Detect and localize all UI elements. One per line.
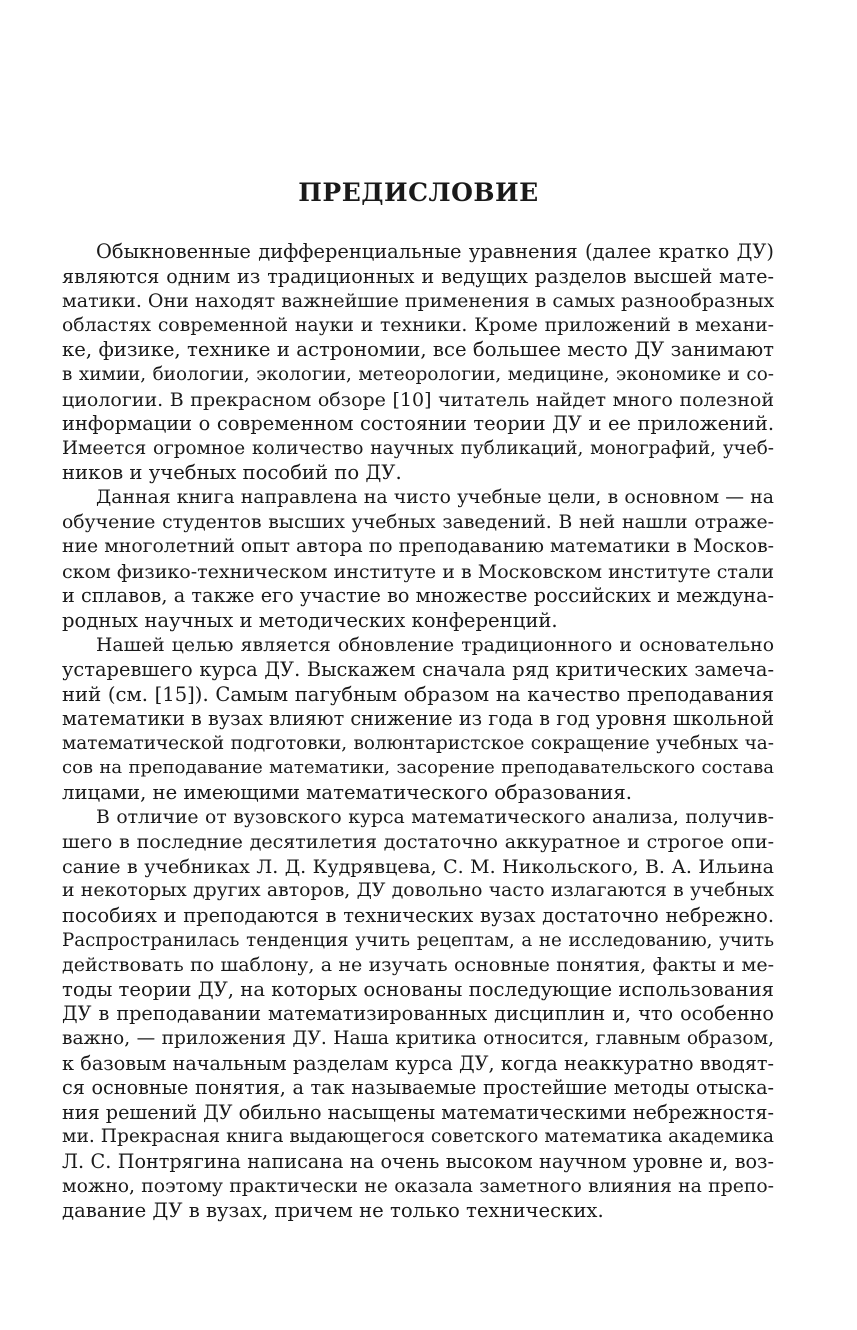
paragraph-4: [62, 806, 774, 1224]
text-line: обучение студентов высших учебных заведений. В ней нашли отраже-: [62, 511, 774, 533]
text-line: в химии, биологии, экологии, метеорологии, медицине, экономике и со-: [62, 363, 774, 385]
text-line: ников и учебных пособий по ДУ.: [62, 461, 402, 485]
text-line: сание в учебниках Л. Д. Кудрявцева, С. М. Никольского, В. А. Ильина: [62, 855, 774, 878]
text-line: сов на преподавание математики, засорение преподавательского состава: [62, 757, 774, 779]
text-line: ми. Прекрасная книга выдающегося советского математика академика: [62, 1126, 774, 1148]
text-line: областях современной науки и техники. Кроме приложений в механи-: [62, 314, 774, 336]
text-line: важно, — приложения ДУ. Наша критика относится, главным образом,: [62, 1028, 774, 1049]
text-line: и сплавов, а также его участие во множестве российских и междуна-: [62, 584, 774, 608]
text-line: ке, физике, технике и астрономии, все большее место ДУ занимают: [62, 338, 774, 362]
body-text: [62, 240, 774, 1224]
text-line: тоды теории ДУ, на которых основаны последующие использования: [62, 977, 774, 1001]
text-line: Нашей целью является обновление традиционного и основательно: [96, 634, 774, 656]
text-line: Имеется огромное количество научных публикаций, монографий, учеб-: [62, 437, 774, 459]
paragraph-3: [62, 634, 774, 806]
text-line: Обыкновенные дифференциальные уравнения (далее кратко ДУ): [96, 240, 774, 263]
text-line: лицами, не имеющими математического образования.: [62, 781, 632, 805]
text-line: математики в вузах влияют снижение из года в год уровня школьной: [62, 707, 774, 731]
text-line: ском физико-техническом институте и в Московском институте стали: [62, 560, 774, 583]
text-line: Л. С. Понтрягина написана на очень высоком научном уровне и, воз-: [62, 1149, 774, 1173]
text-line: шего в последние десятилетия достаточно аккуратное и строгое опи-: [62, 831, 774, 854]
text-line: ся основные понятия, а так называемые простейшие методы отыска-: [62, 1076, 774, 1100]
text-line: можно, поэтому практически не оказала заметного влияния на препо-: [62, 1175, 774, 1197]
text-line: пособиях и преподаются в технических вузах достаточно небрежно.: [62, 904, 774, 928]
text-line: информации о современном состоянии теории ДУ и ее приложений.: [62, 412, 774, 436]
text-line: являются одним из традиционных и ведущих разделов высшей мате-: [62, 264, 774, 288]
paragraph-1: [62, 240, 774, 486]
text-line: ний (см. [15]). Самым пагубным образом на качество преподавания: [62, 682, 774, 706]
paragraph-2: [62, 486, 774, 634]
text-line: матики. Они находят важнейшие применения в самых разнообразных: [62, 290, 775, 313]
text-line: математической подготовки, волюнтаристское сокращение учебных ча-: [62, 732, 774, 754]
text-line: ния решений ДУ обильно насыщены математическими небрежностя-: [62, 1100, 774, 1124]
text-line: циологии. В прекрасном обзоре [10] читатель найдет много полезной: [62, 388, 774, 411]
text-line: к базовым начальным разделам курса ДУ, когда неаккуратно вводят-: [62, 1051, 774, 1075]
text-line: Данная книга направлена на чисто учебные цели, в основном — на: [96, 486, 774, 508]
text-line: Распространилась тенденция учить рецептам, а не исследованию, учить: [62, 929, 774, 951]
text-line: родных научных и методических конференций.: [62, 608, 558, 632]
text-line: ДУ в преподавании математизированных дисциплин и, что особенно: [62, 1002, 774, 1026]
text-line: давание ДУ в вузах, причем не только технических.: [62, 1199, 604, 1223]
text-line: действовать по шаблону, а не изучать основные понятия, факты и ме-: [62, 954, 774, 977]
text-line: и некоторых других авторов, ДУ довольно часто излагаются в учебных: [62, 880, 774, 902]
page-title: ПРЕДИСЛОВИЕ: [298, 178, 539, 207]
text-line: ние многолетний опыт автора по преподаванию математики в Москов-: [62, 536, 774, 558]
text-line: В отличие от вузовского курса математического анализа, получив-: [96, 806, 774, 828]
text-line: устаревшего курса ДУ. Выскажем сначала ряд критических замеча-: [62, 658, 774, 682]
